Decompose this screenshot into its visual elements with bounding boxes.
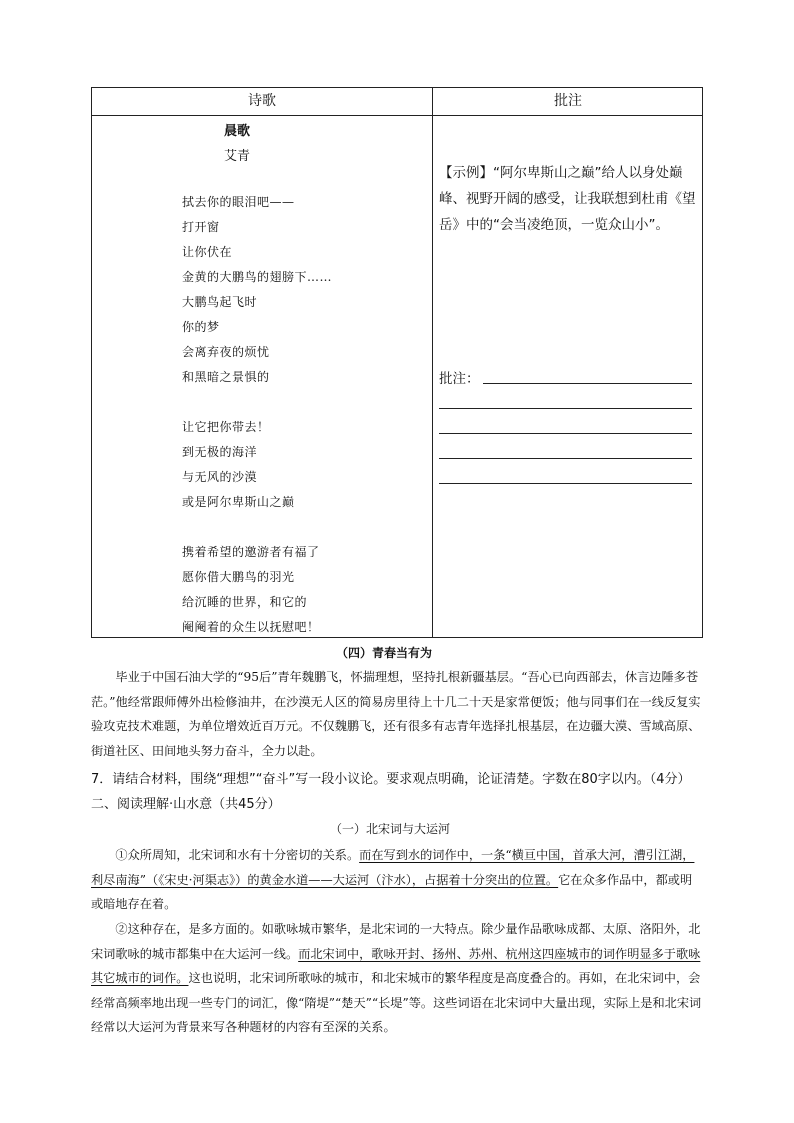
column-divider xyxy=(432,88,433,637)
poem-title: 晨歌 xyxy=(224,124,251,139)
poem-line: 到无极的海洋 xyxy=(182,445,258,459)
poem-author: 艾青 xyxy=(224,149,251,164)
para2-underlined: 而北宋词中，歌咏开封、扬州、苏州、杭州这四座城市的词作明显多于歌咏其它城市的词作。 xyxy=(91,946,701,985)
poem-annotation-table xyxy=(91,87,703,638)
section4-title: （四）青春当有为 xyxy=(336,646,433,660)
header-note: 批注 xyxy=(554,93,582,109)
part2-title: 二、阅读理解·山水意（共45分） xyxy=(91,797,281,812)
answer-line[interactable] xyxy=(439,433,692,434)
header-poem: 诗歌 xyxy=(248,93,276,109)
poem-line: 阉阉着的众生以抚慰吧！ xyxy=(182,620,320,634)
annotation-example: 【示例】“阿尔卑斯山之巅”给人以身处巅峰、视野开阔的感受，让我联想到杜甫《望岳》中的“会当凌绝顶，一览众山小”。 xyxy=(439,165,696,233)
poem-line: 会离弃夜的烦忧 xyxy=(182,345,270,359)
poem-line: 拭去你的眼泪吧—— xyxy=(182,195,295,209)
paragraph-1 xyxy=(91,843,703,917)
poem-line: 金黄的大鹏鸟的翅膀下…… xyxy=(182,270,333,284)
poem-line: 给沉睡的世界，和它的 xyxy=(182,595,308,609)
annotation-label: 批注： xyxy=(439,371,480,387)
poem-line: 愿你借大鹏鸟的羽光 xyxy=(182,570,295,584)
answer-line[interactable] xyxy=(483,383,692,384)
para1-text-end: 它在众多作品中，都或明或暗地存在着。 xyxy=(91,872,693,911)
para2-text: ②这种存在，是多方面的。如歌咏城市繁华，是北宋词的一大特点。除少量作品歌咏成都、太原、洛阳外，北宋词歌咏的城市都集中在大运河一线。 xyxy=(91,922,701,961)
poem-line: 与无风的沙漠 xyxy=(182,470,258,484)
subsection1-title: （一）北宋词与大运河 xyxy=(330,822,451,836)
poem-line: 你的梦 xyxy=(182,320,220,334)
poem-line: 大鹏鸟起飞时 xyxy=(182,295,258,309)
poem-line: 让它把你带去！ xyxy=(182,420,270,434)
poem-line: 让你伏在 xyxy=(182,245,233,259)
answer-line[interactable] xyxy=(439,483,692,484)
answer-line[interactable] xyxy=(439,408,692,409)
para1-text: ①众所周知，北宋词和水有十分密切的关系。 xyxy=(115,848,360,862)
poem-line: 或是阿尔卑斯山之巅 xyxy=(182,495,295,509)
answer-line[interactable] xyxy=(439,458,692,459)
header-divider xyxy=(92,115,702,116)
poem-line: 和黑暗之景惧的 xyxy=(182,370,270,384)
section4-paragraph: 毕业于中国石油大学的“95后”青年魏鹏飞，怀揣理想，坚持扎根新疆基层。“吾心已向西部去，休言边陲多苍茫。”他经常跟师傅外出检修油井，在沙漠无人区的简易房里待上十几二十天是家常便饭；他与同事们在一线反复实验攻克技术难题，为单位增效近百万元。不仅魏鹏飞，还有很多有志青年选择扎根基层，在边疆大漠、雪域高原、街道社区、田间地头努力奋斗，全力以赴。 xyxy=(91,670,701,758)
para1-underlined: 而在写到水的词作中，一条“横亘中国，首承大河，漕引江湖，利尽南海”（《宋史·河渠志》）的黄金水道——大运河（汴水），占据着十分突出的位置。 xyxy=(91,848,695,887)
poem-line: 携着希望的邀游者有福了 xyxy=(182,545,320,559)
paragraph-2 xyxy=(91,917,703,1040)
question-7: 7．请结合材料，围绕“理想”“奋斗”写一段小议论。要求观点明确，论证清楚。字数在80字以内。（4分） xyxy=(91,772,691,787)
poem-line: 打开窗 xyxy=(182,220,220,234)
para2-text-end: 这也说明，北宋词所歌咏的城市，和北宋城市的繁华程度是高度叠合的。再如，在北宋词中，会经常高频率地出现一些专门的词汇，像“隋堤”“楚天”“长堤”等。这些词语在北宋词中大量出现，实际上是和北宋词经常以大运河为背景来写各种题材的内容有至深的关系。 xyxy=(91,971,702,1034)
